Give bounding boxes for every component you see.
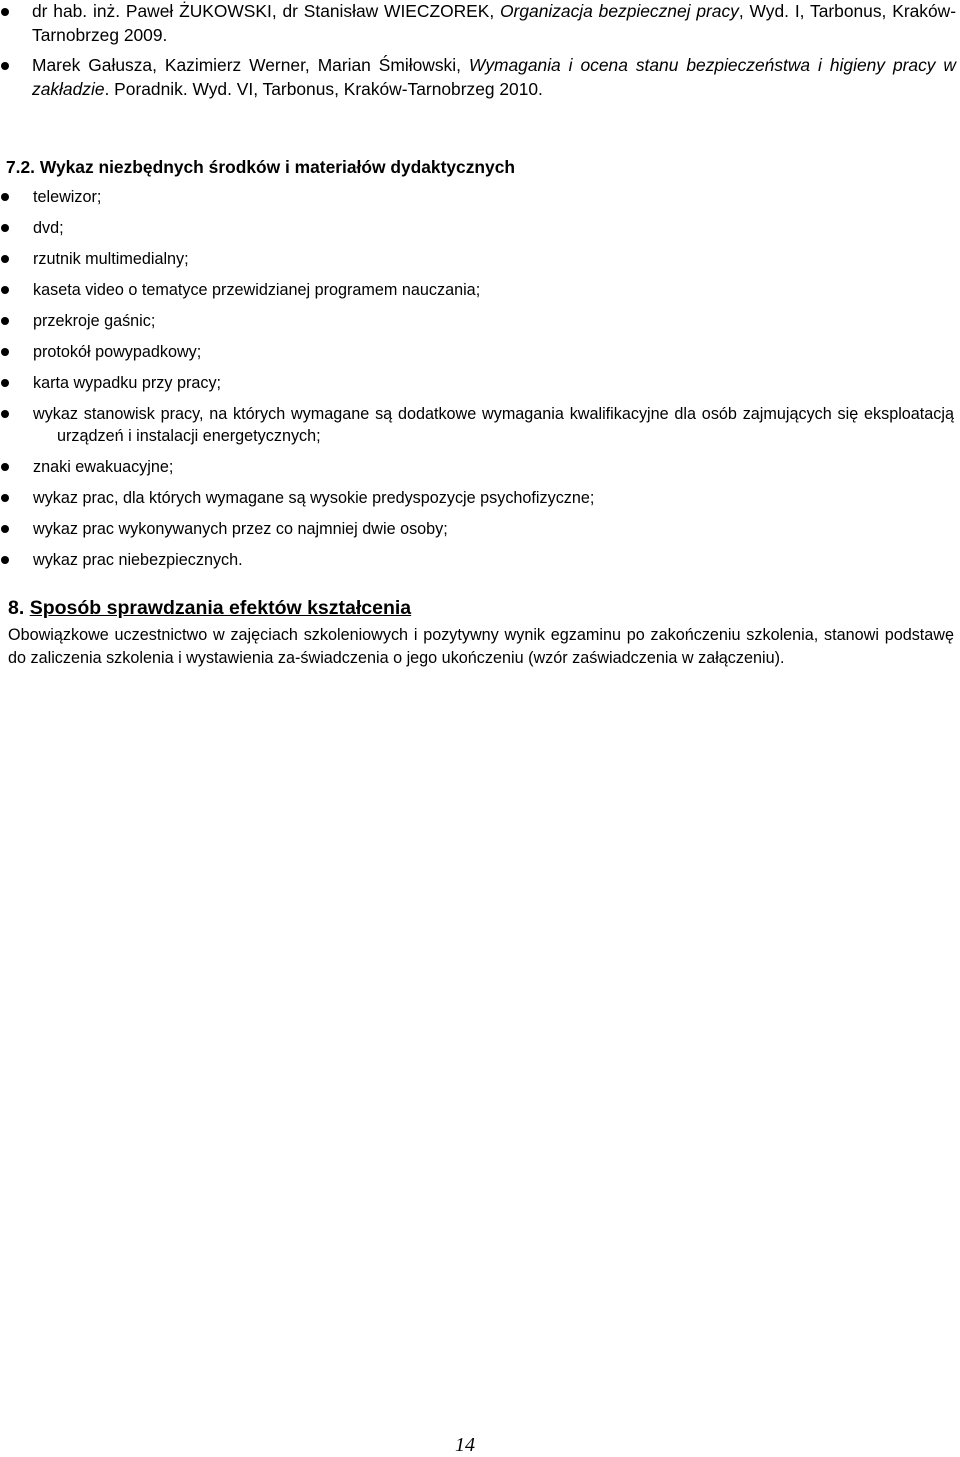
page-number: [0, 1434, 960, 1457]
bullet-icon: [1, 255, 9, 263]
list-item-text: rzutnik multimedialny;: [33, 250, 189, 268]
section-8-heading: [8, 596, 411, 620]
reference-authors: Marek Gałusza, Kazimierz Werner, Marian Śmiłowski,: [32, 55, 469, 75]
bullet-icon: [1, 8, 9, 16]
list-item-text: protokół powypadkowy;: [33, 343, 202, 361]
section-8-paragraph: Obowiązkowe uczestnictwo w zajęciach szkoleniowych i pozytywny wynik egzaminu po zakończeniu szkolenia, stanowi podstawę do zaliczenia szkolenia i wystawienia za-świadczenia o jego ukończeniu (wzór zaświadczenia w załączeniu).: [8, 626, 954, 667]
list-item: [0, 518, 960, 540]
list-item: [0, 549, 960, 571]
list-item: [0, 186, 960, 208]
section-8-number: 8.: [8, 597, 30, 619]
list-item-text: przekroje gaśnic;: [33, 312, 156, 330]
list-item: [0, 487, 960, 509]
reference-item: [0, 54, 960, 101]
list-item-text: kaseta video o tematyce przewidzianej programem nauczania;: [33, 281, 481, 299]
bullet-icon: [1, 525, 9, 533]
bullet-icon: [1, 410, 9, 418]
bullet-icon: [1, 224, 9, 232]
list-item: [0, 341, 960, 363]
reference-title: Wymagania i ocena stanu bezpieczeństwa i higieny pracy w zakładzie: [32, 55, 956, 99]
page-number-text: 14: [455, 1434, 475, 1456]
reference-item: [0, 0, 960, 47]
bullet-icon: [1, 62, 9, 70]
reference-publisher: . Poradnik. Wyd. VI, Tarbonus, Kraków-Tarnobrzeg 2010.: [104, 78, 543, 99]
list-item-text: dvd;: [33, 219, 64, 237]
bullet-icon: [1, 379, 9, 387]
reference-title: Organizacja bezpiecznej pracy: [500, 1, 739, 21]
bullet-icon: [1, 494, 9, 502]
bullet-icon: [1, 348, 9, 356]
reference-authors: dr hab. inż. Paweł ŻUKOWSKI, dr Stanisław WIECZOREK,: [32, 1, 501, 21]
didactic-materials-list: [0, 186, 960, 580]
section-8-title: Sposób sprawdzania efektów kształcenia: [29, 597, 412, 619]
list-item: [0, 310, 960, 332]
list-item-text: wykaz prac, dla których wymagane są wysokie predyspozycje psychofizyczne;: [33, 489, 595, 507]
bullet-icon: [1, 556, 9, 564]
list-item-text: wykaz prac wykonywanych przez co najmniej dwie osoby;: [33, 520, 448, 538]
section-7-2-heading: 7.2. Wykaz niezbędnych środków i materiałów dydaktycznych: [6, 157, 516, 177]
list-item-text: karta wypadku przy pracy;: [33, 374, 222, 392]
reference-publisher: , Wyd. I, Tarbonus, Kraków-Tarnobrzeg 2009.: [32, 1, 956, 45]
list-item: [0, 372, 960, 394]
list-item-text: znaki ewakuacyjne;: [33, 458, 174, 476]
references-list: [0, 0, 960, 108]
bullet-icon: [1, 286, 9, 294]
list-item-text: telewizor;: [33, 188, 102, 206]
list-item: [0, 279, 960, 301]
list-item: [0, 217, 960, 239]
bullet-icon: [1, 463, 9, 471]
list-item: [0, 456, 960, 478]
list-item-text: wykaz prac niebezpiecznych.: [33, 551, 243, 569]
bullet-icon: [1, 317, 9, 325]
bullet-icon: [1, 193, 9, 201]
list-item: [0, 248, 960, 270]
list-item-text: wykaz stanowisk pracy, na których wymagane są dodatkowe wymagania kwalifikacyjne dla osób zajmujących się eksploatacją urządzeń i instalacji energetycznych;: [33, 405, 954, 445]
list-item: [0, 403, 960, 447]
